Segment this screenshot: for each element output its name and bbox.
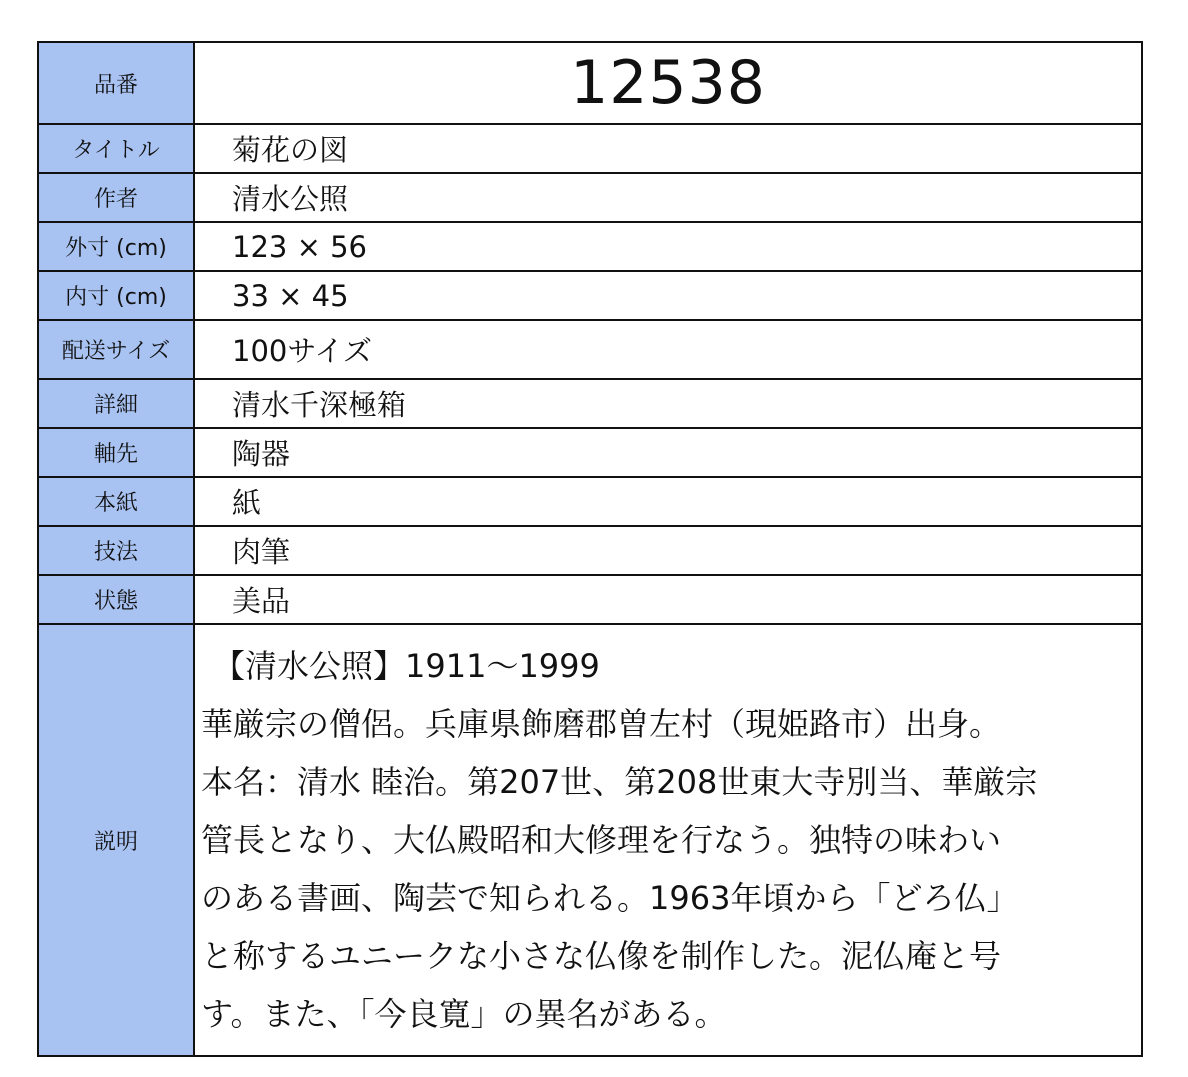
row-item-number	[38, 42, 1142, 124]
row-shipping-size	[38, 320, 1142, 379]
description-line: 華厳宗の僧侶。兵庫県飾磨郡曽左村（現姫路市）出身。	[201, 705, 1002, 743]
row-technique	[38, 526, 1142, 575]
item-number-label: 品番	[38, 42, 194, 124]
outer-size-label: 外寸 (cm)	[38, 222, 194, 271]
title-label: タイトル	[38, 124, 194, 173]
row-outer-size	[38, 222, 1142, 271]
details-value: 清水千深極箱	[194, 379, 1142, 428]
row-title	[38, 124, 1142, 173]
description-text	[194, 624, 1142, 1056]
title-value: 菊花の図	[194, 124, 1142, 173]
row-roller-ends	[38, 428, 1142, 477]
roller-ends-value: 陶器	[194, 428, 1142, 477]
base-material-label: 本紙	[38, 477, 194, 526]
row-details	[38, 379, 1142, 428]
description-line: と称するユニークな小さな仏像を制作した。泥仏庵と号	[201, 937, 1002, 975]
row-condition	[38, 575, 1142, 624]
item-number-value: 12538	[194, 42, 1142, 124]
shipping-size-label: 配送サイズ	[38, 320, 194, 379]
row-inner-size	[38, 271, 1142, 320]
description-line: 【清水公照】1911〜1999	[213, 647, 600, 685]
technique-label: 技法	[38, 526, 194, 575]
condition-label: 状態	[38, 575, 194, 624]
row-artist	[38, 173, 1142, 222]
base-material-value: 紙	[194, 477, 1142, 526]
details-label: 詳細	[38, 379, 194, 428]
condition-value: 美品	[194, 575, 1142, 624]
description-label: 説明	[38, 624, 194, 1056]
description-line: のある書画、陶芸で知られる。1963年頃から「どろ仏」	[201, 879, 1019, 917]
roller-ends-label: 軸先	[38, 428, 194, 477]
shipping-size-value: 100サイズ	[194, 320, 1142, 379]
outer-size-value: 123 × 56	[194, 222, 1142, 271]
row-description	[38, 624, 1142, 1056]
description-line: 管長となり、大仏殿昭和大修理を行なう。独特の味わい	[201, 821, 1002, 859]
product-spec-table	[37, 41, 1143, 1057]
row-base-material	[38, 477, 1142, 526]
inner-size-value: 33 × 45	[194, 271, 1142, 320]
artist-value: 清水公照	[194, 173, 1142, 222]
inner-size-label: 内寸 (cm)	[38, 271, 194, 320]
description-line: 本名：清水 睦治。第207世、第208世東大寺別当、華厳宗	[201, 763, 1038, 801]
artist-label: 作者	[38, 173, 194, 222]
description-line: す。また、「今良寛」の異名がある。	[201, 995, 727, 1033]
technique-value: 肉筆	[194, 526, 1142, 575]
